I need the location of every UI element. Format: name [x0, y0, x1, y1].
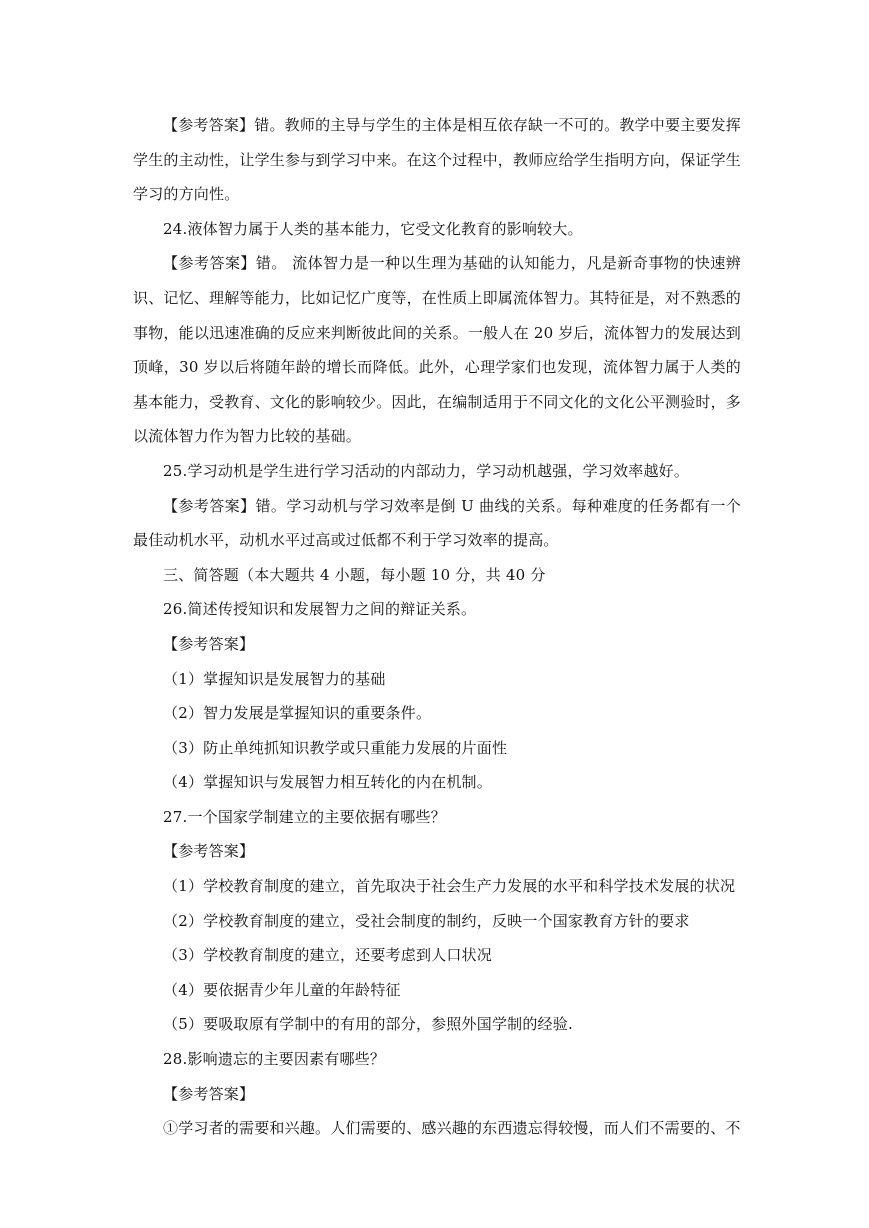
document-page [133, 108, 741, 1146]
question-24: 24.液体智力属于人类的基本能力，它受文化教育的影响较大。 [163, 219, 583, 238]
answer-27-item: （1）学校教育制度的建立，首先取决于社会生产力发展的水平和科学技术发展的状况 [163, 877, 736, 896]
answer-27-item: （2）学校教育制度的建立，受社会制度的制约，反映一个国家教育方针的要求 [163, 911, 690, 930]
answer-27-item: （4）要依据青少年儿童的年龄特征 [163, 980, 401, 999]
answer-24: 【参考答案】错。 流体智力是一种以生理为基础的认知能力，凡是新奇事物的快速辨识、记忆、理解等能力，比如记忆广度等，在性质上即属流体智力。其特征是，对不熟悉的事物，能以迅速准确的反应来判断彼此间的关系。一般人在 20 岁后，流体智力的发展达到顶峰，30 岁以后将随年龄的增长而降低。此外，心理学家们也发现，流体智力属于人类的基本能力，受教育、文化的影响较少。因此，在编制适用于不同文化的文化公平测验时，多以流体智力作为智力比较的基础。 [133, 254, 742, 446]
answer-27-item: （5）要吸取原有学制中的有用的部分，参照外国学制的经验. [163, 1015, 573, 1034]
question-26: 26.简述传授知识和发展智力之间的辩证关系。 [163, 600, 477, 619]
answer-26-item: （3）防止单纯抓知识教学或只重能力发展的片面性 [163, 738, 508, 757]
question-28: 28.影响遗忘的主要因素有哪些？ [163, 1050, 386, 1069]
answer-28-label: 【参考答案】 [163, 1084, 255, 1103]
question-25: 25.学习动机是学生进行学习活动的内部动力，学习动机越强，学习效率越好。 [163, 461, 690, 480]
answer-27-item: （3）学校教育制度的建立，还要考虑到人口状况 [163, 946, 492, 965]
section-heading: 三、简答题（本大题共 4 小题，每小题 10 分，共 40 分 [163, 565, 546, 584]
answer-26-item: （1）掌握知识是发展智力的基础 [163, 669, 386, 688]
answer-26-item: （2）智力发展是掌握知识的重要条件。 [163, 704, 432, 723]
answer-26-label: 【参考答案】 [163, 634, 255, 653]
answer-25: 【参考答案】错。学习动机与学习效率是倒 U 曲线的关系。每种难度的任务都有一个最佳动机水平，动机水平过高或过低都不利于学习效率的提高。 [133, 496, 741, 550]
answer-26-item: （4）掌握知识与发展智力相互转化的内在机制。 [163, 773, 492, 792]
answer-28-item: ①学习者的需要和兴趣。人们需要的、感兴趣的东西遗忘得较慢，而人们不需要的、不 [163, 1119, 741, 1138]
question-27: 27.一个国家学制建立的主要依据有哪些？ [163, 807, 446, 826]
answer-23: 【参考答案】错。教师的主导与学生的主体是相互依存缺一不可的。教学中要主要发挥学生的主动性，让学生参与到学习中来。在这个过程中，教师应给学生指明方向，保证学生学习的方向性。 [133, 116, 742, 204]
answer-27-label: 【参考答案】 [163, 842, 255, 861]
